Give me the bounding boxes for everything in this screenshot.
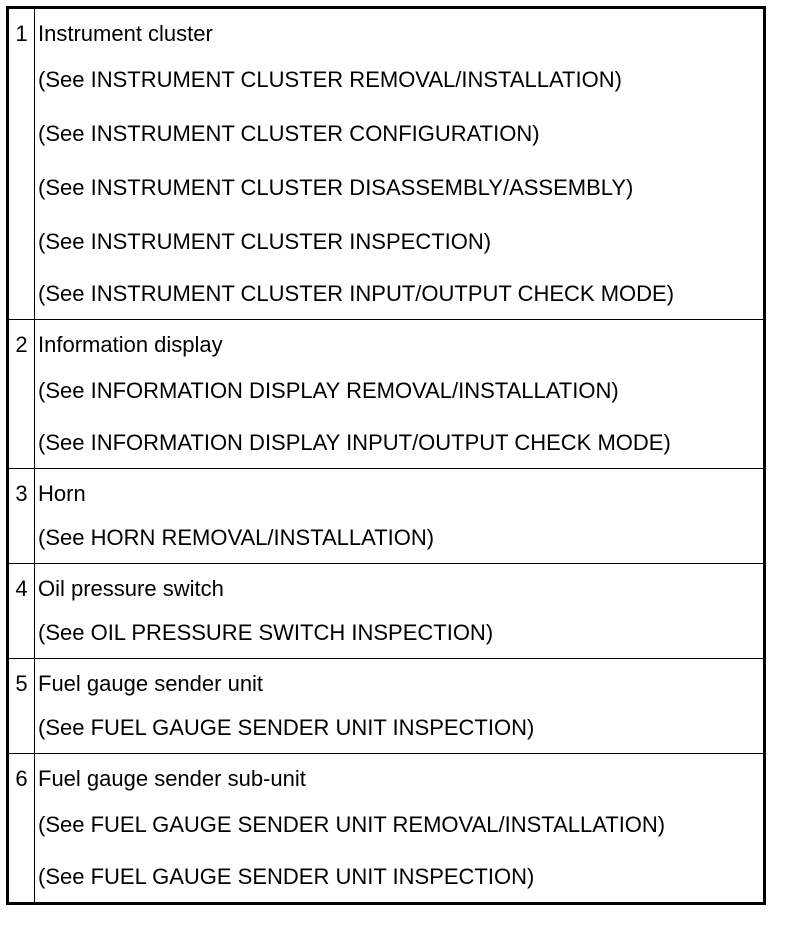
row-content — [35, 754, 763, 902]
row-content — [35, 320, 763, 468]
table-row — [9, 319, 763, 468]
component-title: Instrument cluster — [38, 21, 213, 46]
table-row — [9, 468, 763, 563]
row-number: 6 — [9, 754, 35, 902]
reference-link[interactable]: (See INSTRUMENT CLUSTER REMOVAL/INSTALLATION) — [38, 67, 622, 92]
component-title: Horn — [38, 481, 86, 506]
reference-link[interactable]: (See INSTRUMENT CLUSTER INSPECTION) — [38, 229, 492, 254]
component-title: Oil pressure switch — [38, 576, 224, 601]
row-number: 3 — [9, 469, 35, 563]
reference-link[interactable]: (See FUEL GAUGE SENDER UNIT REMOVAL/INSTALLATION) — [38, 812, 666, 837]
component-title: Fuel gauge sender unit — [38, 671, 264, 696]
component-reference-table — [6, 6, 766, 905]
row-content — [35, 469, 763, 563]
table-row — [9, 658, 763, 753]
reference-link[interactable]: (See FUEL GAUGE SENDER UNIT INSPECTION) — [38, 715, 535, 740]
component-title: Fuel gauge sender sub-unit — [38, 766, 306, 791]
row-number: 2 — [9, 320, 35, 468]
row-content — [35, 9, 763, 319]
reference-link[interactable]: (See INFORMATION DISPLAY REMOVAL/INSTALLATION) — [38, 378, 619, 403]
row-content — [35, 564, 763, 658]
row-number: 5 — [9, 659, 35, 753]
reference-link[interactable]: (See INSTRUMENT CLUSTER DISASSEMBLY/ASSEMBLY) — [38, 175, 634, 200]
table-row — [9, 753, 763, 902]
row-number: 1 — [9, 9, 35, 319]
reference-link[interactable]: (See FUEL GAUGE SENDER UNIT INSPECTION) — [38, 864, 535, 889]
reference-link[interactable]: (See INFORMATION DISPLAY INPUT/OUTPUT CHECK MODE) — [38, 430, 671, 455]
row-content — [35, 659, 763, 753]
table-row — [9, 9, 763, 319]
table-row — [9, 563, 763, 658]
reference-link[interactable]: (See HORN REMOVAL/INSTALLATION) — [38, 525, 435, 550]
reference-link[interactable]: (See INSTRUMENT CLUSTER INPUT/OUTPUT CHECK MODE) — [38, 281, 675, 306]
component-title: Information display — [38, 332, 223, 357]
reference-link[interactable]: (See OIL PRESSURE SWITCH INSPECTION) — [38, 620, 494, 645]
reference-link[interactable]: (See INSTRUMENT CLUSTER CONFIGURATION) — [38, 121, 540, 146]
row-number: 4 — [9, 564, 35, 658]
